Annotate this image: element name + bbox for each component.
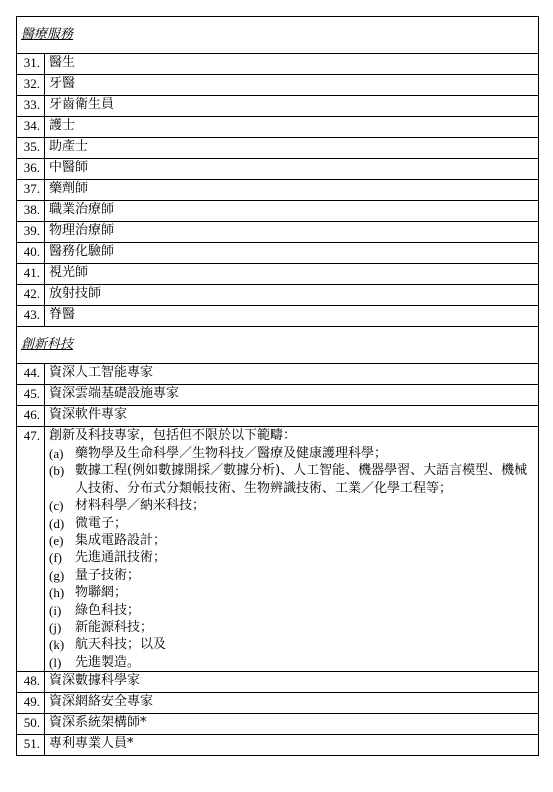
table-row bbox=[17, 75, 539, 96]
sub-item-text: 集成電路設計； bbox=[75, 533, 167, 549]
item-number: 32. bbox=[17, 75, 45, 96]
table-row bbox=[17, 693, 539, 714]
item-text: 資深雲端基礎設施專家 bbox=[45, 385, 539, 406]
item-number: 35. bbox=[17, 138, 45, 159]
item-text: 脊醫 bbox=[45, 306, 539, 327]
sub-item bbox=[49, 515, 534, 532]
sub-item-text: 微電子； bbox=[75, 515, 128, 531]
item-intro: 創新及科技專家，包括但不限於以下範疇： bbox=[49, 428, 297, 443]
table-row bbox=[17, 714, 539, 735]
table-row bbox=[17, 385, 539, 406]
item-text-multiline bbox=[45, 427, 539, 672]
item-text: 資深軟件專家 bbox=[45, 406, 539, 427]
item-number: 36. bbox=[17, 159, 45, 180]
section-header-innovation bbox=[17, 327, 539, 364]
item-number: 43. bbox=[17, 306, 45, 327]
item-number: 37. bbox=[17, 180, 45, 201]
item-number: 40. bbox=[17, 243, 45, 264]
item-number: 48. bbox=[17, 672, 45, 693]
table-row bbox=[17, 672, 539, 693]
sub-item-label: (d) bbox=[49, 515, 65, 531]
sub-item bbox=[49, 549, 534, 566]
table-row bbox=[17, 222, 539, 243]
item-number: 39. bbox=[17, 222, 45, 243]
item-text: 中醫師 bbox=[45, 159, 539, 180]
table-row-47 bbox=[17, 427, 539, 672]
sub-item bbox=[49, 602, 534, 619]
sub-item bbox=[49, 445, 534, 462]
item-number: 34. bbox=[17, 117, 45, 138]
sub-item-label: (k) bbox=[49, 637, 65, 653]
item-text: 牙齒衛生員 bbox=[45, 96, 539, 117]
sub-item-label: (b) bbox=[49, 463, 65, 479]
item-text: 護士 bbox=[45, 117, 539, 138]
item-text: 資深網絡安全專家 bbox=[45, 693, 539, 714]
sub-item-text: 物聯網； bbox=[75, 585, 128, 601]
sub-item-label: (e) bbox=[49, 533, 64, 549]
section-title: 創新科技 bbox=[17, 327, 539, 364]
sub-item bbox=[49, 532, 534, 549]
sub-item-label: (l) bbox=[49, 654, 62, 670]
table-row bbox=[17, 364, 539, 385]
sub-item-text: 先進製造。 bbox=[75, 654, 141, 670]
item-text: 醫生 bbox=[45, 54, 539, 75]
sub-item-text: 量子技術； bbox=[75, 567, 141, 583]
item-number: 49. bbox=[17, 693, 45, 714]
item-text: 專利專業人員* bbox=[45, 735, 539, 756]
item-text: 資深人工智能專家 bbox=[45, 364, 539, 385]
table-row bbox=[17, 117, 539, 138]
table-row bbox=[17, 54, 539, 75]
sub-item-text: 航天科技；以及 bbox=[75, 637, 167, 653]
section-title: 醫療服務 bbox=[17, 17, 539, 54]
sub-item-label: (a) bbox=[49, 446, 64, 461]
table-row bbox=[17, 285, 539, 306]
item-text: 視光師 bbox=[45, 264, 539, 285]
item-text: 放射技師 bbox=[45, 285, 539, 306]
section-header-medical bbox=[17, 17, 539, 54]
table-row bbox=[17, 243, 539, 264]
sub-item-text: 藥物學及生命科學／生物科技／醫療及健康護理科學； bbox=[75, 446, 388, 461]
sub-item-text: 數據工程(例如數據開採／數據分析)、人工智能、機器學習、大語言模型、機械人技術、分布式分類帳技術、生物辨識技術、工業／化學工程等； bbox=[75, 463, 528, 496]
table-row bbox=[17, 264, 539, 285]
sub-item bbox=[49, 462, 534, 497]
item-number: 45. bbox=[17, 385, 45, 406]
item-number: 41. bbox=[17, 264, 45, 285]
item-text: 醫務化驗師 bbox=[45, 243, 539, 264]
table-row bbox=[17, 96, 539, 117]
table-row bbox=[17, 406, 539, 427]
table-row bbox=[17, 138, 539, 159]
sub-item bbox=[49, 567, 534, 584]
sub-item-label: (g) bbox=[49, 567, 65, 583]
table-row bbox=[17, 180, 539, 201]
sub-item-label: (f) bbox=[49, 550, 62, 566]
table-row bbox=[17, 201, 539, 222]
item-text: 職業治療師 bbox=[45, 201, 539, 222]
item-text: 物理治療師 bbox=[45, 222, 539, 243]
item-number: 31. bbox=[17, 54, 45, 75]
sub-item-label: (c) bbox=[49, 498, 64, 514]
item-text: 藥劑師 bbox=[45, 180, 539, 201]
item-number: 42. bbox=[17, 285, 45, 306]
item-number: 44. bbox=[17, 364, 45, 385]
sub-item bbox=[49, 654, 534, 671]
sub-item-text: 先進通訊技術； bbox=[75, 550, 167, 566]
table-row bbox=[17, 159, 539, 180]
talent-list-table bbox=[16, 16, 539, 756]
sub-item bbox=[49, 497, 534, 514]
sub-item-label: (i) bbox=[49, 602, 62, 618]
sub-item bbox=[49, 584, 534, 601]
sub-item-label: (j) bbox=[49, 620, 62, 636]
sub-item bbox=[49, 636, 534, 653]
item-number: 46. bbox=[17, 406, 45, 427]
item-text: 資深數據科學家 bbox=[45, 672, 539, 693]
item-number: 33. bbox=[17, 96, 45, 117]
item-number: 38. bbox=[17, 201, 45, 222]
table-row bbox=[17, 735, 539, 756]
item-number: 51. bbox=[17, 735, 45, 756]
table-row bbox=[17, 306, 539, 327]
sub-item-text: 材料科學／納米科技； bbox=[75, 498, 206, 514]
item-text: 助產士 bbox=[45, 138, 539, 159]
sub-item-text: 綠色科技； bbox=[75, 602, 141, 618]
sub-item bbox=[49, 619, 534, 636]
item-number: 47. bbox=[17, 427, 45, 672]
sub-item-text: 新能源科技； bbox=[75, 620, 154, 636]
item-text: 資深系統架構師* bbox=[45, 714, 539, 735]
item-text: 牙醫 bbox=[45, 75, 539, 96]
item-number: 50. bbox=[17, 714, 45, 735]
sub-item-label: (h) bbox=[49, 585, 65, 601]
